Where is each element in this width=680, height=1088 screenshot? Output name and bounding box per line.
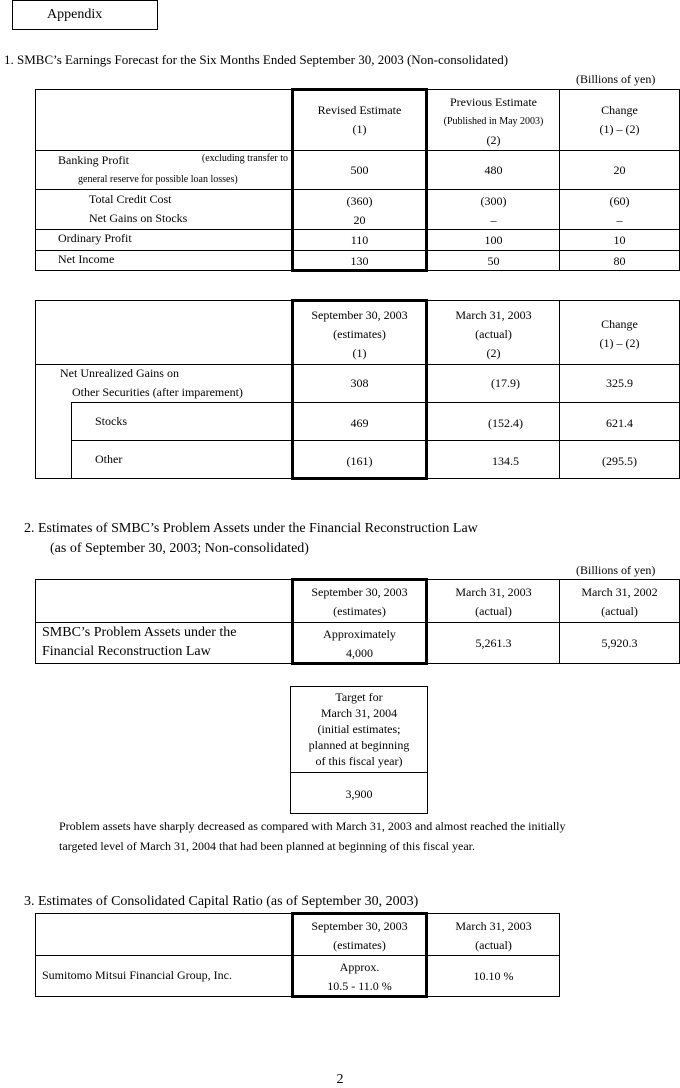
table-cell: (161): [346, 454, 373, 468]
table-cell: 110: [350, 233, 369, 247]
col-mar-2002: March 31, 2002: [581, 585, 658, 599]
table-cell: 100: [484, 233, 503, 247]
table-cell: 134.5: [492, 454, 519, 468]
section1-heading: 1. SMBC’s Earnings Forecast for the Six Months Ended September 30, 2003 (Non-consolidated): [4, 52, 509, 67]
table-cell: 130: [350, 254, 369, 268]
table-cell: –: [616, 213, 623, 227]
section2-units: (Billions of yen): [576, 563, 656, 577]
note-line-2: targeted level of March 31, 2004 that had been planned at beginning of this fiscal year.: [59, 839, 475, 853]
col-previous-estimate: Previous Estimate: [450, 95, 537, 109]
table-cell: (152.4): [488, 416, 523, 430]
table-cell: (300): [480, 194, 507, 208]
row-ordinary-profit: Ordinary Profit: [58, 231, 132, 245]
appendix-label: Appendix: [12, 0, 158, 30]
table-cell: 5,920.3: [601, 636, 638, 650]
col-revised-estimate: Revised Estimate: [317, 103, 402, 117]
col-change: Change: [601, 103, 638, 117]
row-other: Other: [95, 452, 123, 466]
page-number: 2: [336, 1072, 344, 1087]
section3-heading: 3. Estimates of Consolidated Capital Ratio (as of September 30, 2003): [24, 894, 419, 909]
table-cell: (60): [609, 194, 630, 208]
row-net-income: Net Income: [58, 252, 115, 266]
table-cell: 325.9: [606, 376, 633, 390]
row-banking-profit: Banking Profit (excluding transfer to: [58, 153, 288, 167]
table-cell: 621.4: [606, 416, 633, 430]
table-cell: 5,261.3: [475, 636, 512, 650]
section2-heading: 2. Estimates of SMBC’s Problem Assets under the Financial Reconstruction Law: [24, 521, 478, 536]
table-cell: (295.5): [602, 454, 637, 468]
table-cell: 500: [350, 163, 369, 177]
table-cell: 10.10 %: [473, 969, 514, 983]
section2-subheading: (as of September 30, 2003; Non-consolidated): [50, 541, 309, 556]
section1-units: (Billions of yen): [576, 72, 656, 86]
col-change: Change: [601, 317, 638, 331]
col-sep-2003: September 30, 2003: [311, 919, 408, 933]
table-cell: 80: [613, 254, 626, 268]
col-mar-2003: March 31, 2003: [455, 919, 532, 933]
table-cell: 20: [353, 213, 366, 227]
table-cell: (360): [346, 194, 373, 208]
col-sep-2003: September 30, 2003: [311, 585, 408, 599]
col-mar-2003: March 31, 2003: [455, 585, 532, 599]
table-cell: 20: [613, 163, 626, 177]
table-cell: 480: [484, 163, 503, 177]
row-total-credit-cost: Total Credit Cost: [89, 192, 172, 206]
table-cell: 308: [350, 376, 369, 390]
row-smfg: Sumitomo Mitsui Financial Group, Inc.: [42, 968, 232, 982]
target-title: Target for: [335, 690, 383, 704]
row-stocks: Stocks: [95, 414, 128, 428]
table-cell: Approx.: [339, 960, 380, 974]
table-cell: 50: [487, 254, 500, 268]
table-cell: (17.9): [491, 376, 520, 390]
table-cell: –: [490, 213, 497, 227]
target-value: 3,900: [345, 787, 373, 801]
table-cell: Approximately: [323, 627, 396, 641]
note-line-1: Problem assets have sharply decreased as compared with March 31, 2003 and almost reached the initially: [59, 819, 566, 833]
col-mar-2003: March 31, 2003: [455, 308, 532, 322]
table-cell: 469: [350, 416, 369, 430]
table-cell: 10: [613, 233, 626, 247]
row-net-unrealized-gains: Net Unrealized Gains on: [60, 366, 179, 380]
row-problem-assets: SMBC’s Problem Assets under the: [42, 625, 237, 640]
row-net-gains-stocks: Net Gains on Stocks: [89, 211, 188, 225]
col-sep-2003: September 30, 2003: [311, 308, 408, 322]
